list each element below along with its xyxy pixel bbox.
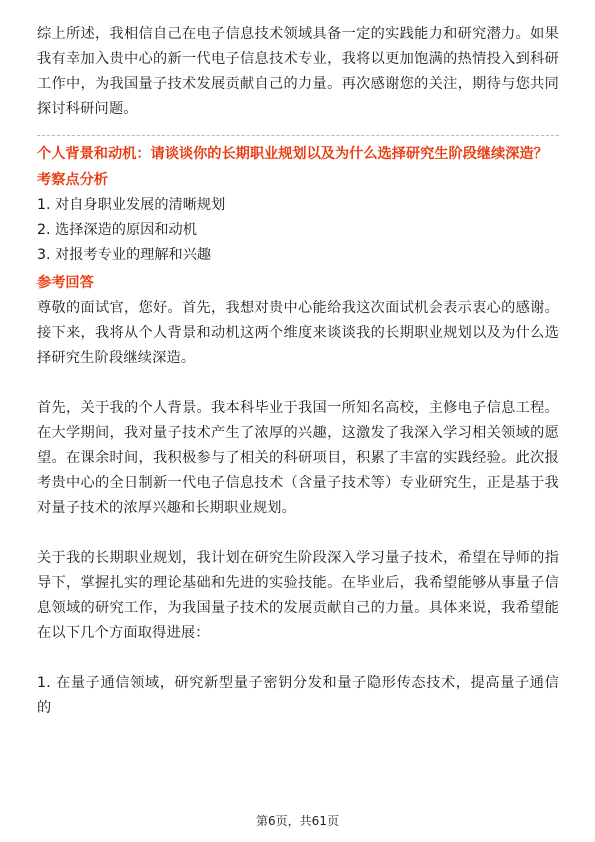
analysis-point-1: 1. 对自身职业发展的清晰规划 [37,197,226,213]
intro-paragraph: 综上所述，我相信自己在电子信息技术领域具备一定的实践能力和研究潜力。如果我有幸加入贵中心的新一代电子信息技术专业，我将以更加饱满的热情投入到科研工作中，为我国量子技术发展贡献自己的力量。再次感谢您的关注，期待与您共同探讨科研问题。 [37,26,559,117]
document-page [37,22,559,721]
paragraph-gap [37,646,559,671]
analysis-point-2: 2. 选择深造的原因和动机 [37,222,197,238]
answer-paragraph-4: 1. 在量子通信领域，研究新型量子密钥分发和量子隐形传态技术，提高量子通信的 [37,675,559,716]
interview-question: 个人背景和动机：请谈谈你的长期职业规划以及为什么选择研究生阶段继续深造？ [37,146,548,162]
analysis-heading: 考察点分析 [37,172,108,188]
answer-paragraph-1: 尊敬的面试官，您好。首先，我想对贵中心能给我这次面试机会表示衷心的感谢。接下来，我将从个人背景和动机这两个维度来谈谈我的长期职业规划以及为什么选择研究生阶段继续深造。 [37,300,559,366]
paragraph-gap [37,371,559,396]
answer-paragraph-2: 首先，关于我的个人背景。我本科毕业于我国一所知名高校，主修电子信息工程。在大学期间，我对量子技术产生了浓厚的兴趣，这激发了我深入学习相关领域的愿望。在课余时间，我积极参与了相关的科研项目，积累了丰富的实践经验。此次报考贵中心的全日制新一代电子信息技术（含量子技术等）专业研究生，正是基于我对量子技术的浓厚兴趣和长期职业规划。 [37,400,559,516]
section-divider [37,135,559,136]
answer-heading: 参考回答 [37,275,94,291]
answer-paragraph-3: 关于我的长期职业规划，我计划在研究生阶段深入学习量子技术，希望在导师的指导下，掌握扎实的理论基础和先进的实验技能。在毕业后，我希望能够从事量子信息领域的研究工作，为我国量子技术的发展贡献自己的力量。具体来说，我希望能在以下几个方面取得进展： [37,550,559,641]
analysis-point-3: 3. 对报考专业的理解和兴趣 [37,247,212,263]
page-number-footer: 第6页，共61页 [256,814,339,828]
paragraph-gap [37,521,559,546]
